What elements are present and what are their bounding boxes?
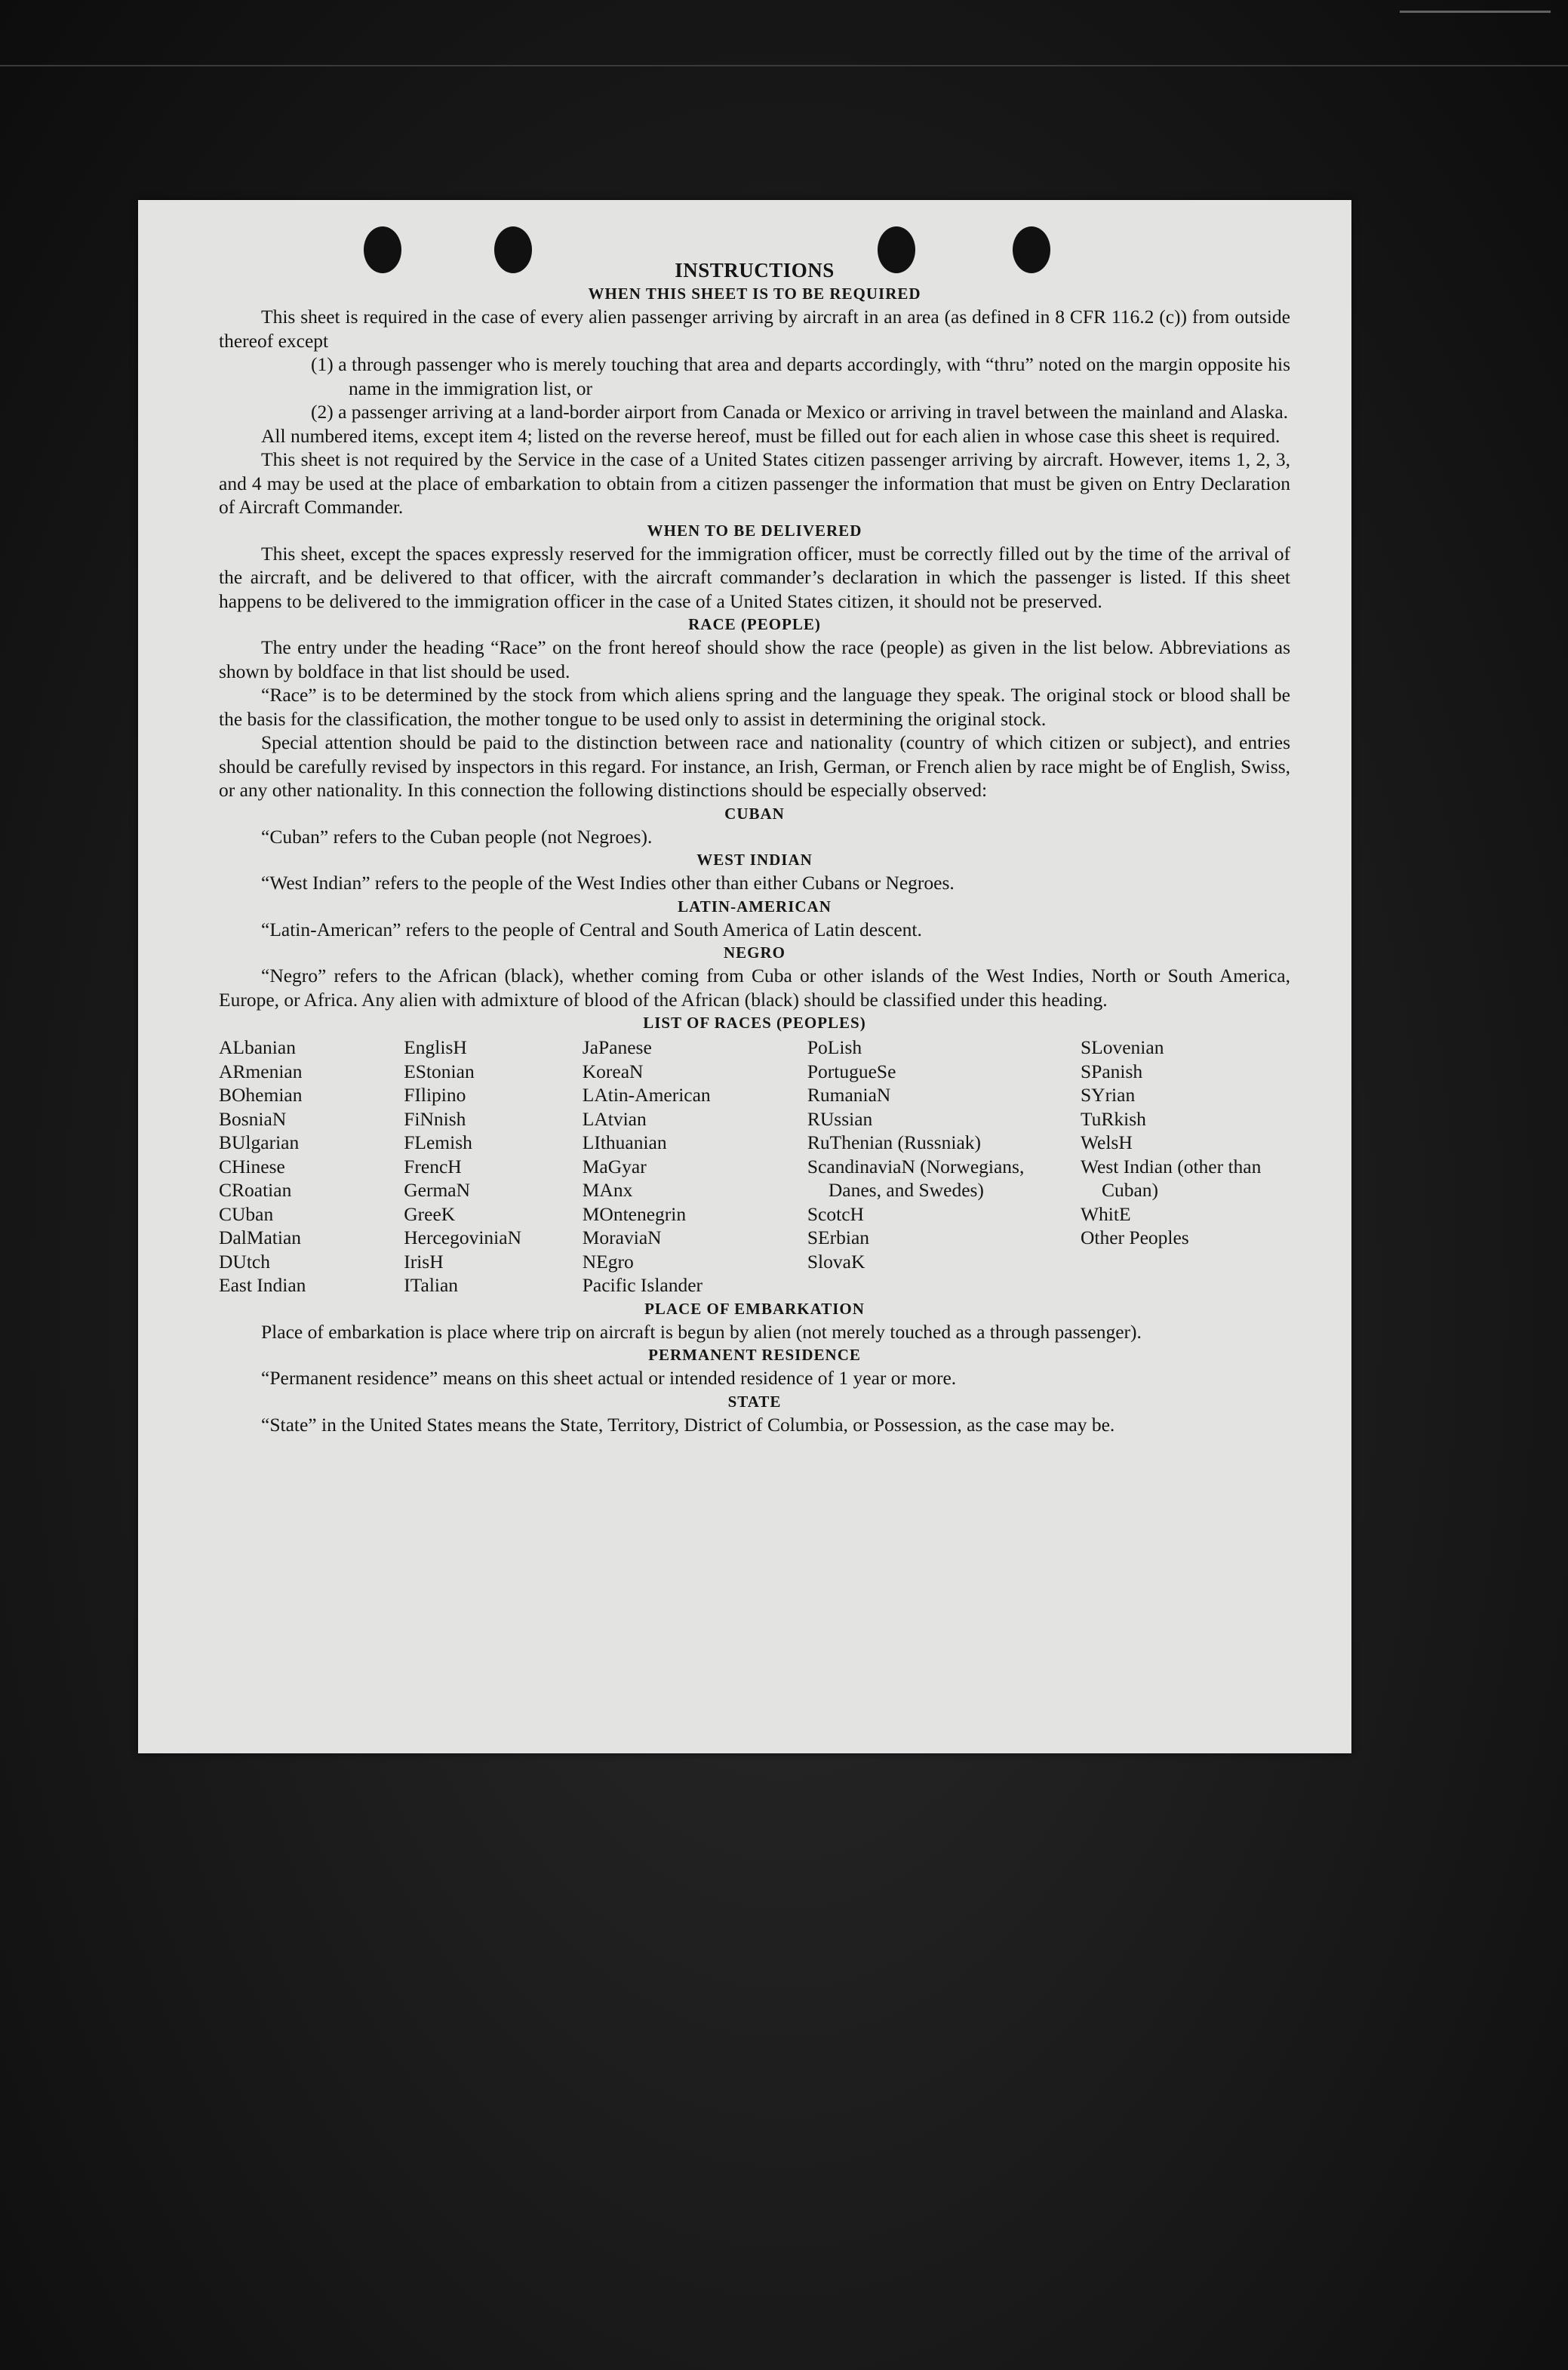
race-entry: SLovenian	[1080, 1036, 1164, 1058]
section-heading: CUBAN	[724, 804, 785, 823]
section-heading: WEST INDIAN	[696, 851, 813, 869]
race-entry: West Indian (other than Cuban)	[1080, 1155, 1262, 1201]
paragraph: This sheet is required in the case of every alien passenger arriving by aircraft in an area (as defined in 8 CFR 116.2 (c)) from outside thereof except	[219, 306, 1290, 352]
section-heading: STATE	[727, 1392, 782, 1411]
list-item: (1) a through passenger who is merely touching that area and departs accordingly, with “thru” noted on the margin opposite his name in the immigration list, or	[311, 353, 1290, 399]
race-entry: JaPanese	[582, 1036, 652, 1058]
definition: “West Indian” refers to the people of the West Indies other than either Cubans or Negroes.	[261, 872, 955, 894]
race-entry: HercegoviniaN	[404, 1227, 521, 1248]
paragraph: This sheet, except the spaces expressly reserved for the immigration officer, must be correctly filled out by the time of the arrival of the aircraft, and be delivered to that officer, with the aircraft commander’s declaration in which the passenger is listed. If this sheet happens to be delivered to the immigration officer in the case of a United States citizen, it should not be preserved.	[219, 542, 1290, 612]
race-entry: PoLish	[807, 1036, 862, 1058]
scan-edge-mark	[1400, 11, 1551, 13]
races-column	[219, 1036, 404, 1297]
races-column	[404, 1036, 583, 1297]
race-entry: Other Peoples	[1080, 1227, 1189, 1248]
race-entry: FLemish	[404, 1131, 472, 1153]
race-entry: DUtch	[219, 1250, 270, 1273]
scan-border-line	[0, 65, 1568, 66]
race-entry: LAtvian	[582, 1107, 647, 1130]
instructions-content	[219, 259, 1290, 1436]
page-title: INSTRUCTIONS	[675, 259, 835, 282]
section-heading: WHEN THIS SHEET IS TO BE REQUIRED	[588, 285, 921, 303]
race-entry: LAtin-American	[582, 1084, 711, 1106]
race-entry: MOntenegrin	[582, 1202, 687, 1225]
race-entry: Pacific Islander	[582, 1274, 703, 1296]
race-entry: LIthuanian	[582, 1131, 667, 1153]
list-item: (2) a passenger arriving at a land-border airport from Canada or Mexico or arriving in travel between the mainland and Alaska.	[311, 401, 1289, 423]
race-entry: NEgro	[582, 1250, 634, 1273]
races-column	[583, 1036, 807, 1297]
race-entry: CRoatian	[219, 1179, 292, 1201]
definition: “Permanent residence” means on this sheet actual or intended residence of 1 year or more.	[261, 1367, 957, 1389]
race-entry: SErbian	[807, 1227, 870, 1248]
race-entry: PortugueSe	[807, 1060, 896, 1082]
races-column	[807, 1036, 1081, 1297]
race-entry: ScandinaviaN (Norwegians, Danes, and Swedes)	[807, 1155, 1025, 1201]
race-entry: MAnx	[582, 1179, 633, 1201]
definition: “Cuban” refers to the Cuban people (not Negroes).	[261, 825, 653, 848]
race-entry: SlovaK	[807, 1250, 865, 1273]
section-heading: LATIN-AMERICAN	[678, 897, 832, 916]
race-entry: BUlgarian	[219, 1131, 300, 1153]
race-entry: EnglisH	[404, 1036, 467, 1058]
races-column	[1081, 1036, 1290, 1297]
race-entry: ARmenian	[219, 1060, 303, 1082]
race-entry: GreeK	[404, 1202, 456, 1225]
races-table	[219, 1036, 1290, 1297]
race-entry: EStonian	[404, 1060, 475, 1082]
paragraph: Special attention should be paid to the distinction between race and nationality (country of which citizen or subject), and entries should be carefully revised by inspectors in this regard. For instance, an Irish, German, or French alien by race might be of English, Swiss, or any other nationality. In this connection the following distinctions should be especially observed:	[219, 731, 1290, 801]
race-entry: CHinese	[219, 1155, 285, 1177]
race-entry: WelsH	[1080, 1131, 1133, 1153]
race-entry: BOhemian	[219, 1084, 303, 1106]
paragraph: Place of embarkation is place where trip on aircraft is begun by alien (not merely touched as a through passenger).	[261, 1320, 1142, 1343]
race-entry: FIlipino	[404, 1084, 466, 1106]
race-entry: TuRkish	[1080, 1107, 1146, 1130]
race-entry: MaGyar	[582, 1155, 647, 1177]
race-entry: SYrian	[1080, 1084, 1136, 1106]
section-heading: RACE (PEOPLE)	[688, 615, 821, 633]
paragraph: “Negro” refers to the African (black), whether coming from Cuba or other islands of the West Indies, North or South America, Europe, or Africa. Any alien with admixture of blood of the African (black) should be classified under this heading.	[219, 965, 1290, 1011]
paragraph: This sheet is not required by the Service in the case of a United States citizen passenger arriving by aircraft. However, items 1, 2, 3, and 4 may be used at the place of embarkation to obtain from a citizen passenger the information that must be given on Entry Declaration of Aircraft Commander.	[219, 448, 1290, 518]
section-heading: PLACE OF EMBARKATION	[644, 1299, 865, 1318]
section-heading: WHEN TO BE DELIVERED	[647, 521, 862, 540]
race-entry: GermaN	[404, 1179, 471, 1201]
race-entry: DalMatian	[219, 1227, 302, 1248]
paragraph: All numbered items, except item 4; listed on the reverse hereof, must be filled out for each alien in whose case this sheet is required.	[261, 424, 1281, 447]
paragraph: The entry under the heading “Race” on the front hereof should show the race (people) as given in the list below. Abbreviations as shown by boldface in that list should be used.	[219, 636, 1290, 682]
section-heading: PERMANENT RESIDENCE	[648, 1346, 861, 1364]
race-entry: BosniaN	[219, 1107, 287, 1130]
section-heading: NEGRO	[723, 943, 786, 962]
section-heading: LIST OF RACES (PEOPLES)	[643, 1014, 866, 1032]
definition: “Latin-American” refers to the people of Central and South America of Latin descent.	[261, 918, 922, 940]
race-entry: FiNnish	[404, 1107, 466, 1130]
race-entry: RuThenian (Russniak)	[807, 1131, 982, 1153]
race-entry: MoraviaN	[582, 1227, 662, 1248]
paragraph: “State” in the United States means the State, Territory, District of Columbia, or Possession, as the case may be.	[261, 1413, 1115, 1436]
race-entry: ITalian	[404, 1274, 459, 1296]
race-entry: SPanish	[1080, 1060, 1143, 1082]
race-entry: RumaniaN	[807, 1084, 891, 1106]
race-entry: IrisH	[404, 1250, 444, 1273]
paragraph: “Race” is to be determined by the stock from which aliens spring and the language they speak. The original stock or blood shall be the basis for the classification, the mother tongue to be used only to assist in determining the original stock.	[219, 684, 1290, 730]
race-entry: ALbanian	[219, 1036, 296, 1058]
race-entry: CUban	[219, 1202, 274, 1225]
race-entry: FrencH	[404, 1155, 462, 1177]
race-entry: ScotcH	[807, 1202, 864, 1225]
race-entry: East Indian	[219, 1274, 306, 1296]
race-entry: WhitE	[1080, 1202, 1131, 1225]
race-entry: KoreaN	[582, 1060, 644, 1082]
race-entry: RUssian	[807, 1107, 873, 1130]
